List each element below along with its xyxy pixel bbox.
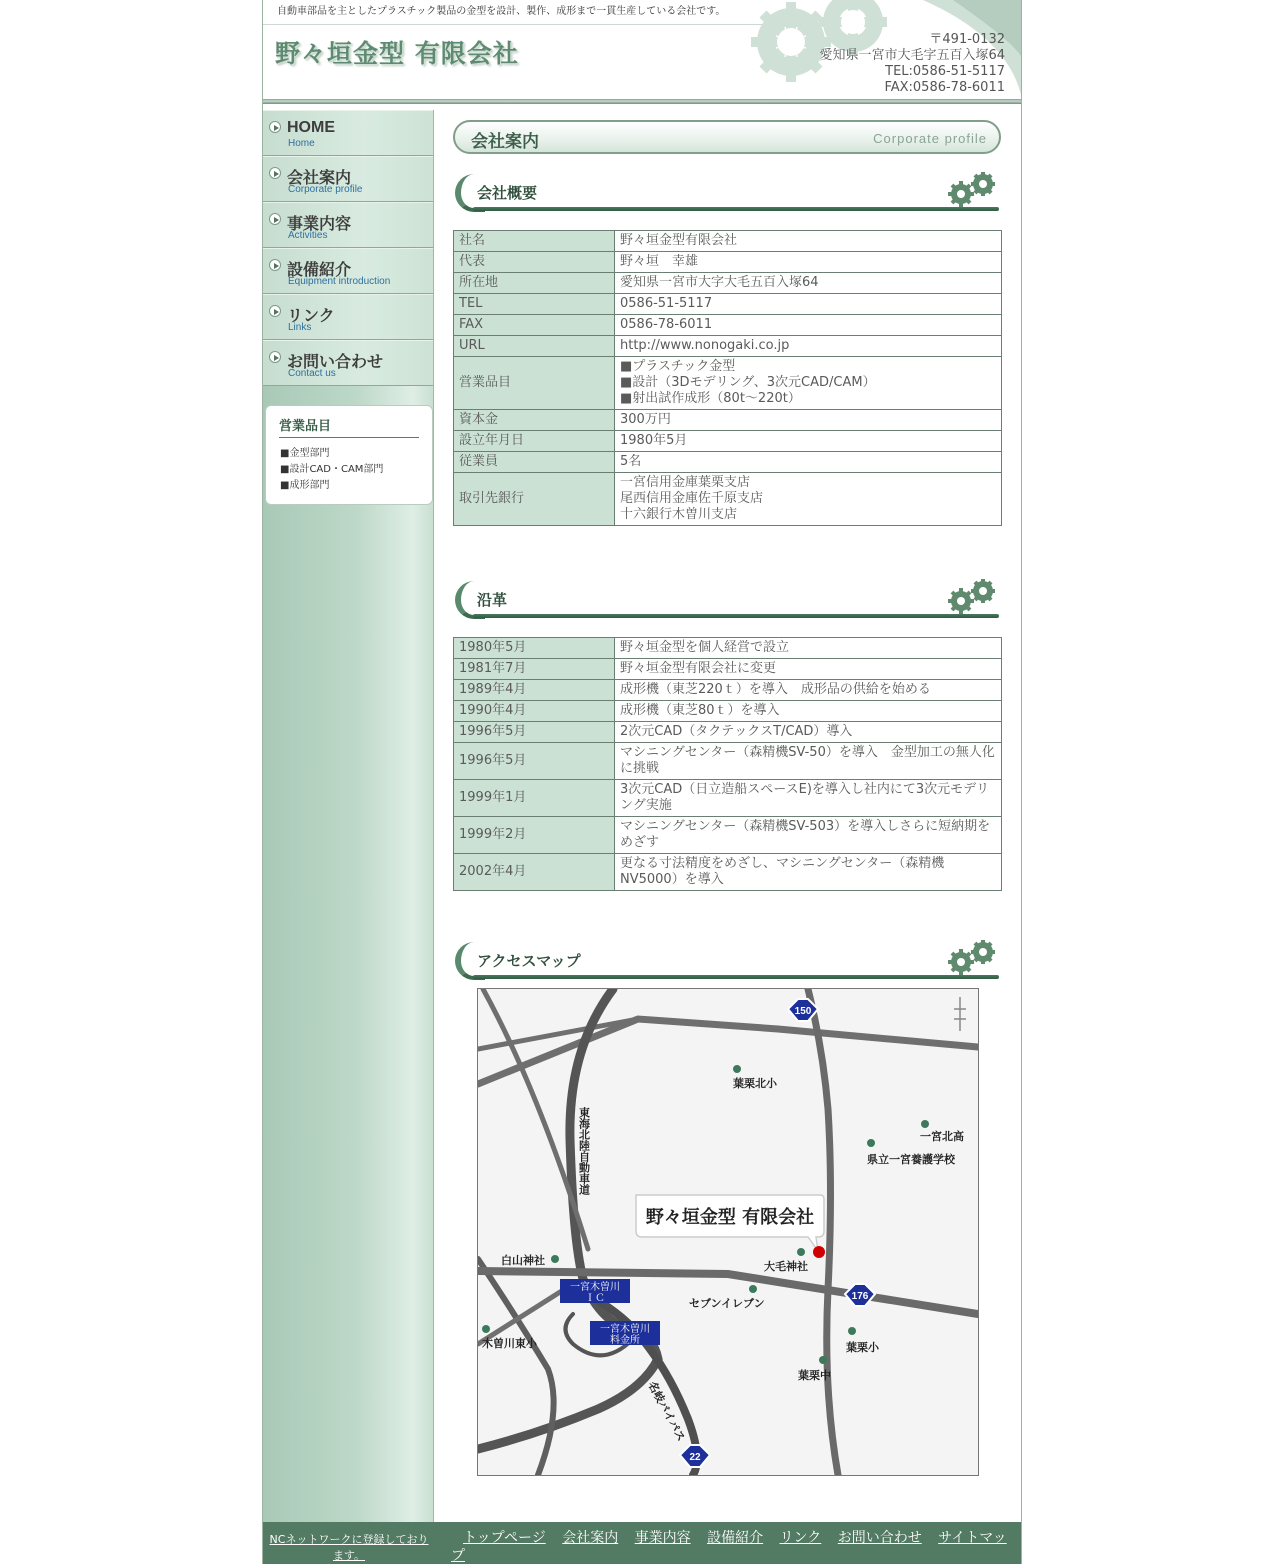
- route-176-label: 176: [851, 1291, 869, 1302]
- row-value: マシニングセンター（森精機SV-50）を導入 金型加工の無人化に挑戦: [615, 743, 1002, 780]
- header: [263, 0, 1021, 104]
- row-label: 所在地: [454, 273, 615, 294]
- row-value: 成形機（東芝80ｔ）を導入: [615, 701, 1002, 722]
- arrow-right-icon: [269, 305, 281, 317]
- nav-item-activities[interactable]: [263, 202, 433, 248]
- header-divider: [263, 24, 763, 25]
- row-label: 1999年2月: [454, 817, 615, 854]
- table-row: [454, 294, 1002, 315]
- nav-sublabel: Activities: [288, 230, 328, 241]
- sidebar: [263, 110, 434, 1522]
- company-address: [819, 32, 1005, 96]
- landmark-label: 葉栗小: [846, 1341, 879, 1354]
- footer: [263, 1522, 1021, 1564]
- nav-label: 会社案内: [287, 170, 352, 187]
- row-value: http://www.nonogaki.co.jp: [615, 336, 1002, 357]
- row-value: 成形機（東芝220ｔ）を導入 成形品の供給を始める: [615, 680, 1002, 701]
- arrow-right-icon: [269, 351, 281, 363]
- table-row: [454, 701, 1002, 722]
- products-box-title: 営業品目: [279, 415, 419, 438]
- table-row: [454, 854, 1002, 891]
- ic-label-line2: ＩＣ: [585, 1293, 605, 1304]
- address-street: 愛知県一宮市大毛字五百入塚64: [819, 48, 1005, 63]
- toll-label-line1: 一宮木曽川: [600, 1324, 650, 1335]
- table-row: [454, 638, 1002, 659]
- nav-sublabel: Equipment introduction: [288, 276, 391, 287]
- toll-sign: [590, 1321, 660, 1346]
- address-tel: TEL:0586-51-5117: [885, 64, 1005, 79]
- company-logo[interactable]: 野々垣金型 有限会社: [275, 39, 519, 68]
- nav-label: 事業内容: [287, 216, 352, 233]
- row-label: 取引先銀行: [454, 473, 615, 526]
- company-history-table: [453, 637, 1002, 891]
- section-heading-overview: [453, 172, 1001, 214]
- row-value: 愛知県一宮市大字大毛五百入塚64: [615, 273, 1002, 294]
- bypass-label: 名岐バイパス: [645, 1379, 688, 1444]
- nc-network-link[interactable]: NCネットワークに登録しております。: [269, 1533, 429, 1562]
- address-fax: FAX:0586-78-6011: [884, 80, 1005, 95]
- route-22-icon: [680, 1445, 710, 1467]
- company-location-marker[interactable]: [636, 1195, 825, 1258]
- landmark-label: 木曽川東小: [482, 1337, 537, 1350]
- footer-link-corporate[interactable]: 会社案内: [562, 1530, 619, 1546]
- row-label: 1996年5月: [454, 722, 615, 743]
- row-label: 社名: [454, 231, 615, 252]
- row-value: 0586-78-6011: [615, 315, 1002, 336]
- landmark-label: 白山神社: [501, 1254, 545, 1267]
- landmark-label: 大毛神社: [764, 1260, 808, 1273]
- products-list: [280, 446, 383, 494]
- heading-rule: [473, 207, 999, 211]
- section-heading-history: [453, 579, 1001, 621]
- row-value: 一宮信用金庫葉栗支店 尾西信用金庫佐千原支店 十六銀行木曽川支店: [615, 473, 1002, 526]
- page-title-english: Corporate profile: [873, 131, 987, 146]
- row-label: 営業品目: [454, 357, 615, 410]
- row-value: 2次元CAD（タクテックスT/CAD）導入: [615, 722, 1002, 743]
- footer-link-links[interactable]: リンク: [779, 1530, 822, 1546]
- nav-label: 設備紹介: [287, 262, 352, 279]
- nav-label: お問い合わせ: [287, 354, 384, 371]
- table-row: [454, 743, 1002, 780]
- section-heading-access: [453, 940, 1001, 982]
- page-title: 会社案内: [471, 132, 539, 152]
- table-row: [454, 315, 1002, 336]
- heading-rule: [473, 975, 999, 979]
- table-row: [454, 252, 1002, 273]
- row-label: FAX: [454, 315, 615, 336]
- row-label: 1990年4月: [454, 701, 615, 722]
- section-title: 沿革: [477, 591, 508, 609]
- arrow-right-icon: [269, 167, 281, 179]
- nav-label: HOME: [287, 119, 335, 136]
- nav-item-equipment[interactable]: [263, 248, 433, 294]
- table-row: [454, 336, 1002, 357]
- row-label: 資本金: [454, 410, 615, 431]
- header-bottom-bar: [263, 99, 1021, 104]
- list-item: ■成形部門: [280, 480, 330, 491]
- section-title: アクセスマップ: [477, 952, 581, 970]
- access-map[interactable]: [477, 988, 979, 1476]
- landmark-label: セブンイレブン: [689, 1297, 765, 1310]
- row-label: 1989年4月: [454, 680, 615, 701]
- north-arrow-icon: [954, 997, 966, 1031]
- gears-icon: [945, 172, 999, 208]
- table-row: [454, 452, 1002, 473]
- table-row: [454, 231, 1002, 252]
- site-tagline: 自動車部品を主としたプラスチック製品の金型を設計、製作、成形まで一貫生産している会社です。: [277, 6, 726, 17]
- expressway-label: 東海北陸自動車道: [577, 1107, 591, 1195]
- table-row: [454, 780, 1002, 817]
- row-label: TEL: [454, 294, 615, 315]
- table-row: [454, 273, 1002, 294]
- products-box: [265, 405, 433, 505]
- row-value: ■プラスチック金型 ■設計（3Dモデリング、3次元CAD/CAM） ■射出試作成形（80t～220t）: [615, 357, 1002, 410]
- row-label: 1996年5月: [454, 743, 615, 780]
- table-row: [454, 680, 1002, 701]
- section-title: 会社概要: [477, 184, 538, 202]
- ic-sign: [560, 1279, 630, 1304]
- nav-label: リンク: [287, 308, 335, 325]
- page-title-bar: [453, 120, 1001, 154]
- nav-item-home[interactable]: [263, 110, 433, 156]
- row-value: 1980年5月: [615, 431, 1002, 452]
- gears-icon: [945, 940, 999, 976]
- gears-icon: [945, 579, 999, 615]
- arrow-right-icon: [269, 121, 281, 133]
- table-row: [454, 817, 1002, 854]
- nav-sublabel: Corporate profile: [288, 184, 363, 195]
- route-176-icon: [845, 1284, 875, 1306]
- nav-item-links[interactable]: [263, 294, 433, 340]
- row-label: 1999年1月: [454, 780, 615, 817]
- landmark-label: 一宮北高: [920, 1130, 964, 1143]
- footer-links: [451, 1529, 1011, 1564]
- row-value: マシニングセンター（森精機SV-503）を導入しさらに短納期をめざす: [615, 817, 1002, 854]
- arrow-right-icon: [269, 213, 281, 225]
- toll-label-line2: 料金所: [610, 1335, 640, 1346]
- footer-link-sitemap[interactable]: サイトマップ: [451, 1530, 1007, 1564]
- table-row: [454, 473, 1002, 526]
- ic-label-line1: 一宮木曽川: [570, 1282, 620, 1293]
- table-row: [454, 357, 1002, 410]
- footer-link-equipment[interactable]: 設備紹介: [707, 1530, 764, 1546]
- arrow-right-icon: [269, 259, 281, 271]
- row-value: 0586-51-5117: [615, 294, 1002, 315]
- table-row: [454, 659, 1002, 680]
- list-item: ■金型部門: [280, 448, 330, 459]
- address-postal: 〒491-0132: [929, 32, 1005, 47]
- row-label: URL: [454, 336, 615, 357]
- route-22-label: 22: [689, 1452, 701, 1463]
- row-value: 300万円: [615, 410, 1002, 431]
- row-value: 3次元CAD（日立造船スペースE)を導入し社内にて3次元モデリング実施: [615, 780, 1002, 817]
- row-value: 野々垣金型有限会社に変更: [615, 659, 1002, 680]
- footer-link-activities[interactable]: 事業内容: [634, 1530, 691, 1546]
- row-value: 野々垣 幸雄: [615, 252, 1002, 273]
- company-overview-table: [453, 230, 1002, 526]
- landmark-label: 県立一宮養護学校: [867, 1153, 955, 1166]
- row-value: 野々垣金型有限会社: [615, 231, 1002, 252]
- landmark-label: 葉栗北小: [733, 1077, 777, 1090]
- route-150-label: 150: [794, 1006, 812, 1017]
- row-label: 設立年月日: [454, 431, 615, 452]
- list-item: ■設計CAD・CAM部門: [280, 464, 384, 475]
- table-row: [454, 410, 1002, 431]
- row-label: 1981年7月: [454, 659, 615, 680]
- table-row: [454, 431, 1002, 452]
- landmark-label: 葉栗中: [798, 1369, 831, 1382]
- row-label: 代表: [454, 252, 615, 273]
- nav-item-corporate-profile[interactable]: [263, 156, 433, 202]
- footer-link-top[interactable]: トップページ: [463, 1530, 546, 1546]
- map-canvas: [478, 989, 978, 1475]
- heading-rule: [473, 614, 999, 618]
- row-value: 更なる寸法精度をめざし、マシニングセンター（森精機NV5000）を導入: [615, 854, 1002, 891]
- footer-link-contact[interactable]: お問い合わせ: [837, 1530, 922, 1546]
- table-row: [454, 722, 1002, 743]
- nav-sublabel: Links: [288, 322, 312, 333]
- row-value: 野々垣金型を個人経営で設立: [615, 638, 1002, 659]
- row-label: 2002年4月: [454, 854, 615, 891]
- nav-sublabel: Home: [288, 138, 315, 149]
- company-callout-label: 野々垣金型 有限会社: [645, 1207, 815, 1228]
- page-container: [262, 0, 1022, 1564]
- row-label: 1980年5月: [454, 638, 615, 659]
- row-label: 従業員: [454, 452, 615, 473]
- row-value: 5名: [615, 452, 1002, 473]
- nav-sublabel: Contact us: [288, 368, 336, 379]
- nav-item-contact[interactable]: [263, 340, 433, 386]
